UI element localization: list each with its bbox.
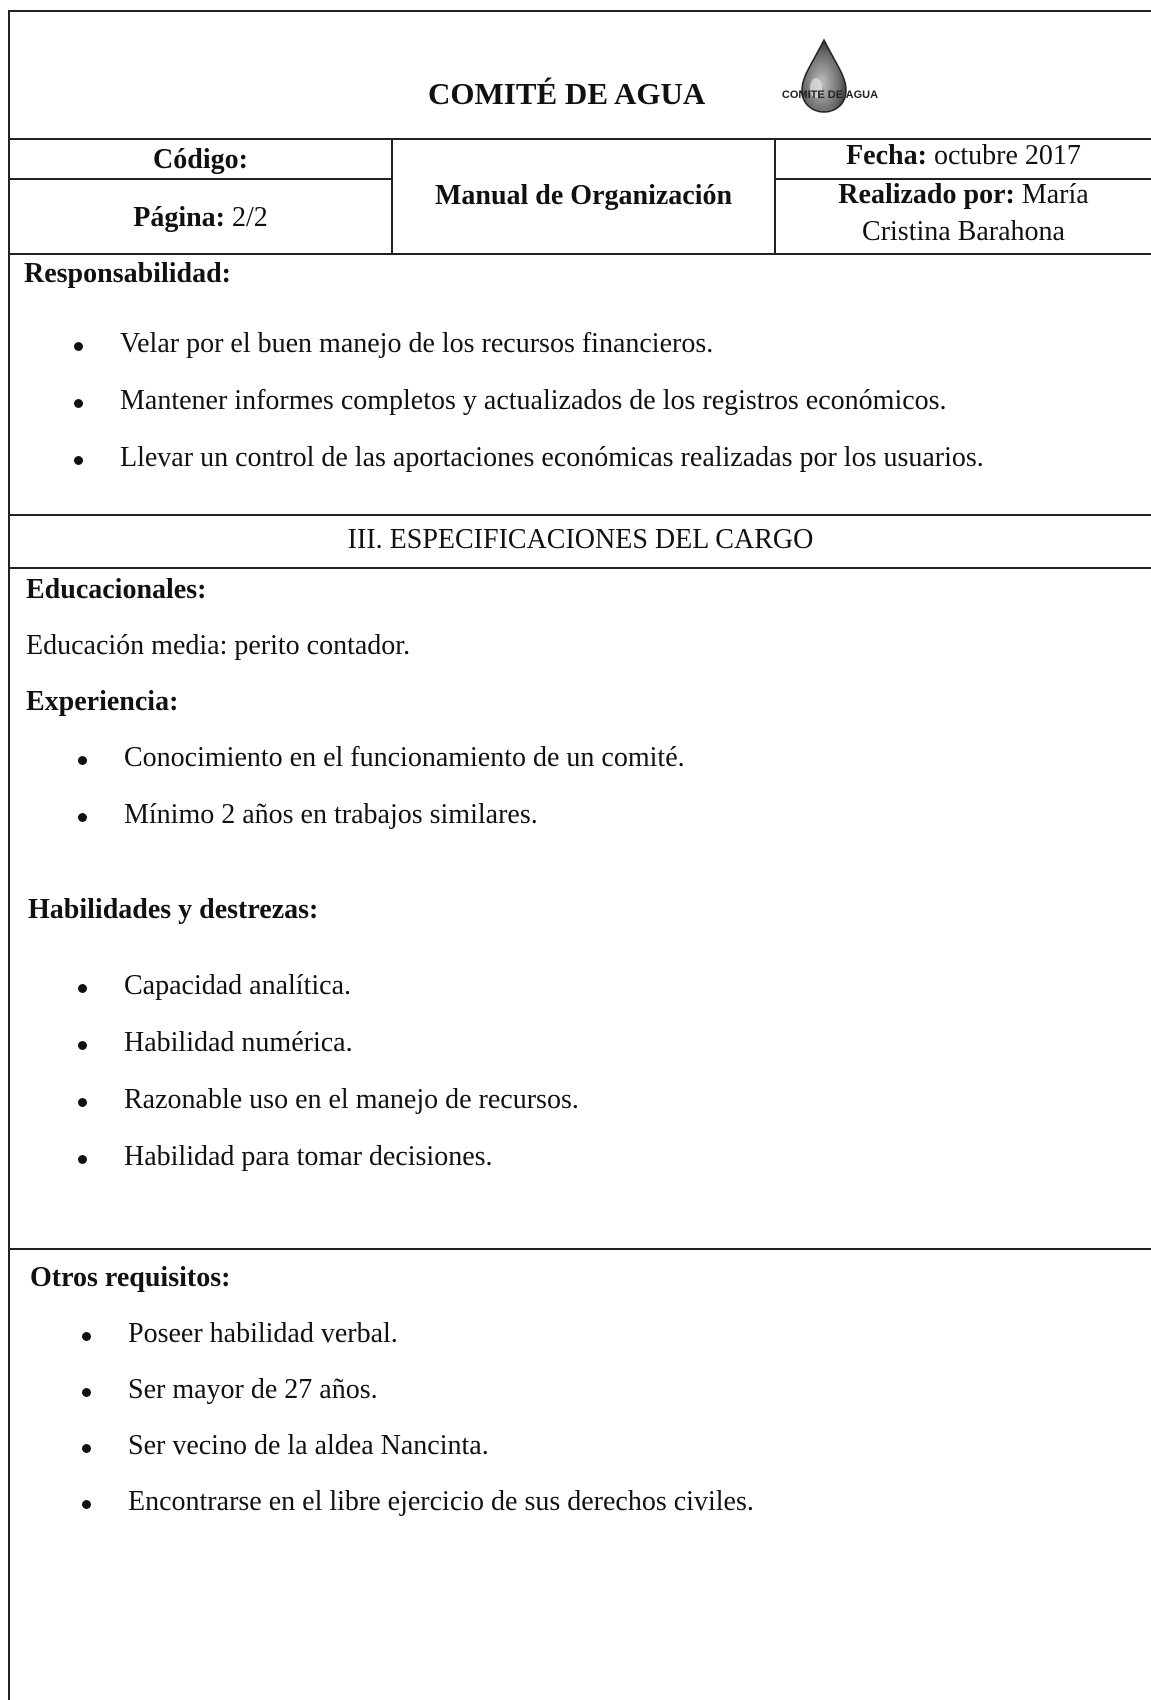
- author-line1: María: [1021, 179, 1089, 210]
- author-label: Realizado por:: [838, 179, 1015, 210]
- list-item: Llevar un control de las aportaciones económicas realizadas por los usuarios.: [120, 442, 984, 499]
- document-title: COMITÉ DE AGUA: [428, 76, 706, 111]
- experience-heading: Experiencia:: [26, 686, 179, 717]
- responsibility-list: [120, 328, 984, 499]
- list-item: Razonable uso en el manejo de recursos.: [124, 1084, 579, 1141]
- education-heading: Educacionales:: [26, 574, 207, 605]
- education-text: Educación media: perito contador.: [26, 630, 411, 661]
- list-item: Velar por el buen manejo de los recursos financieros.: [120, 328, 984, 385]
- bullet-icon: [82, 1444, 91, 1453]
- comite-de-agua-logo: [752, 36, 904, 116]
- author-field: [776, 179, 1151, 211]
- responsibility-heading: Responsabilidad:: [24, 258, 231, 289]
- list-item: Habilidad numérica.: [124, 1027, 579, 1084]
- page-value: 2/2: [232, 202, 268, 233]
- page-field: [10, 202, 391, 234]
- list-item: Ser vecino de la aldea Nancinta.: [128, 1430, 754, 1486]
- list-item: Capacidad analítica.: [124, 970, 579, 1027]
- date-value: octubre 2017: [933, 140, 1081, 171]
- list-item: Ser mayor de 27 años.: [128, 1374, 754, 1430]
- bullet-icon: [74, 342, 83, 351]
- list-item: Mínimo 2 años en trabajos similares.: [124, 799, 685, 856]
- list-item: Habilidad para tomar decisiones.: [124, 1141, 579, 1198]
- bullet-icon: [78, 1155, 87, 1164]
- bullet-icon: [78, 984, 87, 993]
- svg-text:COMITE DE AGUA: COMITE DE AGUA: [781, 89, 879, 101]
- bullet-icon: [82, 1388, 91, 1397]
- bullet-icon: [78, 756, 87, 765]
- experience-list: [124, 742, 685, 856]
- bullet-icon: [74, 456, 83, 465]
- document-name: Manual de Organización: [434, 180, 733, 211]
- bullet-icon: [82, 1332, 91, 1341]
- list-item: Conocimiento en el funcionamiento de un comité.: [124, 742, 685, 799]
- other-requirements-heading: Otros requisitos:: [30, 1262, 231, 1293]
- page-label: Página:: [133, 202, 225, 233]
- other-requirements-list: [128, 1318, 754, 1542]
- bullet-icon: [78, 1041, 87, 1050]
- bullet-icon: [78, 813, 87, 822]
- skills-heading: Habilidades y destrezas:: [28, 894, 319, 925]
- skills-list: [124, 970, 579, 1198]
- author-line2: Cristina Barahona: [862, 216, 1065, 247]
- bullet-icon: [74, 399, 83, 408]
- list-item: Poseer habilidad verbal.: [128, 1318, 754, 1374]
- code-label: Código:: [153, 144, 248, 175]
- section-heading: III. ESPECIFICACIONES DEL CARGO: [347, 524, 814, 555]
- list-item: Mantener informes completos y actualizados de los registros económicos.: [120, 385, 984, 442]
- date-label: Fecha:: [846, 140, 927, 171]
- list-item: Encontrarse en el libre ejercicio de sus derechos civiles.: [128, 1486, 754, 1542]
- date-field: [776, 140, 1151, 172]
- bullet-icon: [82, 1500, 91, 1509]
- bullet-icon: [78, 1098, 87, 1107]
